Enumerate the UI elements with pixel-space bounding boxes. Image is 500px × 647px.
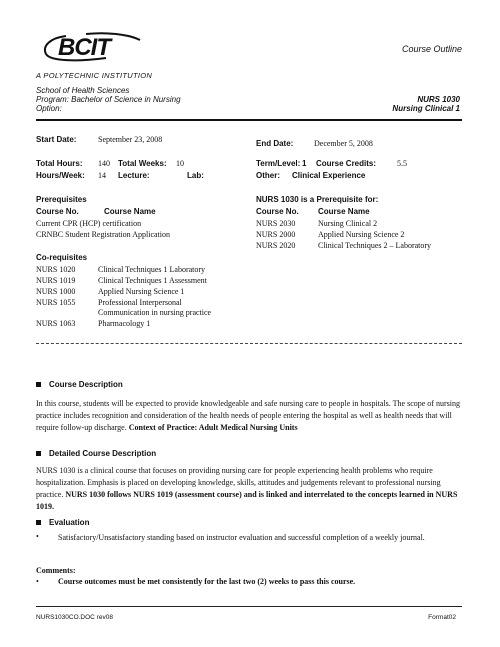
footer-file-name: NURS1030CO.DOC rev08 — [36, 614, 113, 621]
bullet-square-icon — [36, 520, 41, 525]
comments-heading: Comments: — [36, 566, 76, 575]
prereq-for-no: NURS 2030 — [256, 219, 296, 228]
prereq-for-heading: NURS 1030 is a Prerequisite for: — [256, 195, 379, 204]
total-hours-value: 140 — [98, 159, 110, 168]
hours-week-value: 14 — [98, 171, 106, 180]
prereq-for-col-name: Course Name — [318, 207, 370, 216]
detailed-description-title: Detailed Course Description — [49, 449, 157, 458]
coreq-no: NURS 1063 — [36, 319, 76, 328]
detailed-description-heading — [36, 449, 156, 458]
course-title: Nursing Clinical 1 — [392, 104, 460, 113]
tagline: A POLYTECHNIC INSTITUTION — [36, 71, 153, 80]
course-outline-label: Course Outline — [401, 44, 462, 54]
prereq-for-no: NURS 2000 — [256, 230, 296, 239]
coreq-name: Applied Nursing Science 1 — [98, 287, 185, 296]
detailed-description-body: NURS 1030 is a clinical course that focuses on providing nursing care for people experiencing health problems who require hospitalization. Emphasis is placed on developing knowledge, skills, attitudes and judgements relevant to professional nursing practice. — [36, 466, 441, 499]
evaluation-heading — [36, 518, 89, 527]
total-weeks-label: Total Weeks: — [118, 159, 167, 168]
term-level-value: 1 — [302, 159, 307, 168]
total-hours-label: Total Hours: — [36, 159, 83, 168]
prereq-col-name: Course Name — [104, 207, 156, 216]
coreq-name: Communication in nursing practice — [98, 308, 212, 317]
logo-wordmark: BCIT — [58, 34, 110, 61]
course-code: NURS 1030 — [417, 95, 460, 104]
corequisites-heading: Co-requisites — [36, 253, 88, 262]
prereq-for-col-no: Course No. — [256, 207, 299, 216]
hours-week-label: Hours/Week: — [36, 171, 85, 180]
bullet-dot-icon: • — [36, 577, 39, 586]
school-name: School of Health Sciences — [36, 86, 130, 95]
course-description-text — [36, 398, 464, 434]
end-date-value: December 5, 2008 — [314, 139, 373, 148]
option-label: Option: — [36, 104, 62, 113]
other-label: Other: — [256, 171, 280, 180]
course-description-body: In this course, students will be expected to provide knowledgeable and safe nursing care to people in hospitals. The scope of nursing practice includes recognition and consideration of the health needs of people entering the hospital as well as health needs that will require follow-up discharge. — [36, 399, 460, 432]
bullet-dot-icon: • — [36, 532, 39, 541]
evaluation-title: Evaluation — [49, 518, 90, 527]
coreq-name: Clinical Techniques 1 Laboratory — [98, 265, 206, 274]
lecture-label: Lecture: — [118, 171, 150, 180]
coreq-name: Pharmacology 1 — [98, 319, 151, 328]
coreq-no: NURS 1000 — [36, 287, 76, 296]
evaluation-item — [58, 532, 458, 544]
term-level-label: Term/Level: — [256, 159, 301, 168]
evaluation-text: Satisfactory/Unsatisfactory standing based on instructor evaluation and successful completion of a weekly journal. — [58, 533, 425, 542]
coreq-name: Clinical Techniques 1 Assessment — [98, 276, 207, 285]
prereq-item: CRNBC Student Registration Application — [36, 230, 170, 239]
detailed-description-text — [36, 465, 464, 513]
bcit-logo — [36, 28, 148, 68]
coreq-name: Professional Interpersonal — [98, 298, 182, 307]
course-credits-label: Course Credits: — [316, 159, 377, 168]
prereq-for-no: NURS 2020 — [256, 241, 296, 250]
section-divider — [36, 343, 462, 344]
coreq-no: NURS 1019 — [36, 276, 76, 285]
coreq-no: NURS 1020 — [36, 265, 76, 274]
lab-label: Lab: — [187, 171, 204, 180]
prerequisites-heading: Prerequisites — [36, 195, 87, 204]
bullet-square-icon — [36, 382, 41, 387]
course-credits-value: 5.5 — [397, 159, 407, 168]
context-of-practice: Context of Practice: Adult Medical Nursing Units — [128, 423, 298, 432]
total-weeks-value: 10 — [176, 159, 184, 168]
header-divider — [36, 119, 462, 121]
prereq-for-name: Nursing Clinical 2 — [318, 219, 378, 228]
course-description-heading — [36, 380, 123, 389]
prereq-for-name: Applied Nursing Science 2 — [318, 230, 405, 239]
footer-format: Format02 — [428, 614, 456, 621]
start-date-label: Start Date: — [36, 135, 77, 144]
prereq-item: Current CPR (HCP) certification — [36, 219, 142, 228]
course-description-title: Course Description — [49, 380, 123, 389]
program-name: Program: Bachelor of Science in Nursing — [36, 95, 181, 104]
bullet-square-icon — [36, 451, 41, 456]
other-value: Clinical Experience — [292, 171, 366, 180]
detailed-description-bold: NURS 1030 follows NURS 1019 (assessment course) and is linked and interrelated to the concepts learned in NURS 1019. — [36, 490, 458, 511]
start-date-value: September 23, 2008 — [98, 135, 163, 144]
end-date-label: End Date: — [256, 139, 294, 148]
comments-item: Course outcomes must be met consistently for the last two (2) weeks to pass this course. — [58, 577, 356, 586]
footer-divider — [36, 606, 462, 607]
prereq-for-name: Clinical Techniques 2 – Laboratory — [318, 241, 432, 250]
prereq-col-no: Course No. — [36, 207, 79, 216]
coreq-no: NURS 1055 — [36, 298, 76, 307]
